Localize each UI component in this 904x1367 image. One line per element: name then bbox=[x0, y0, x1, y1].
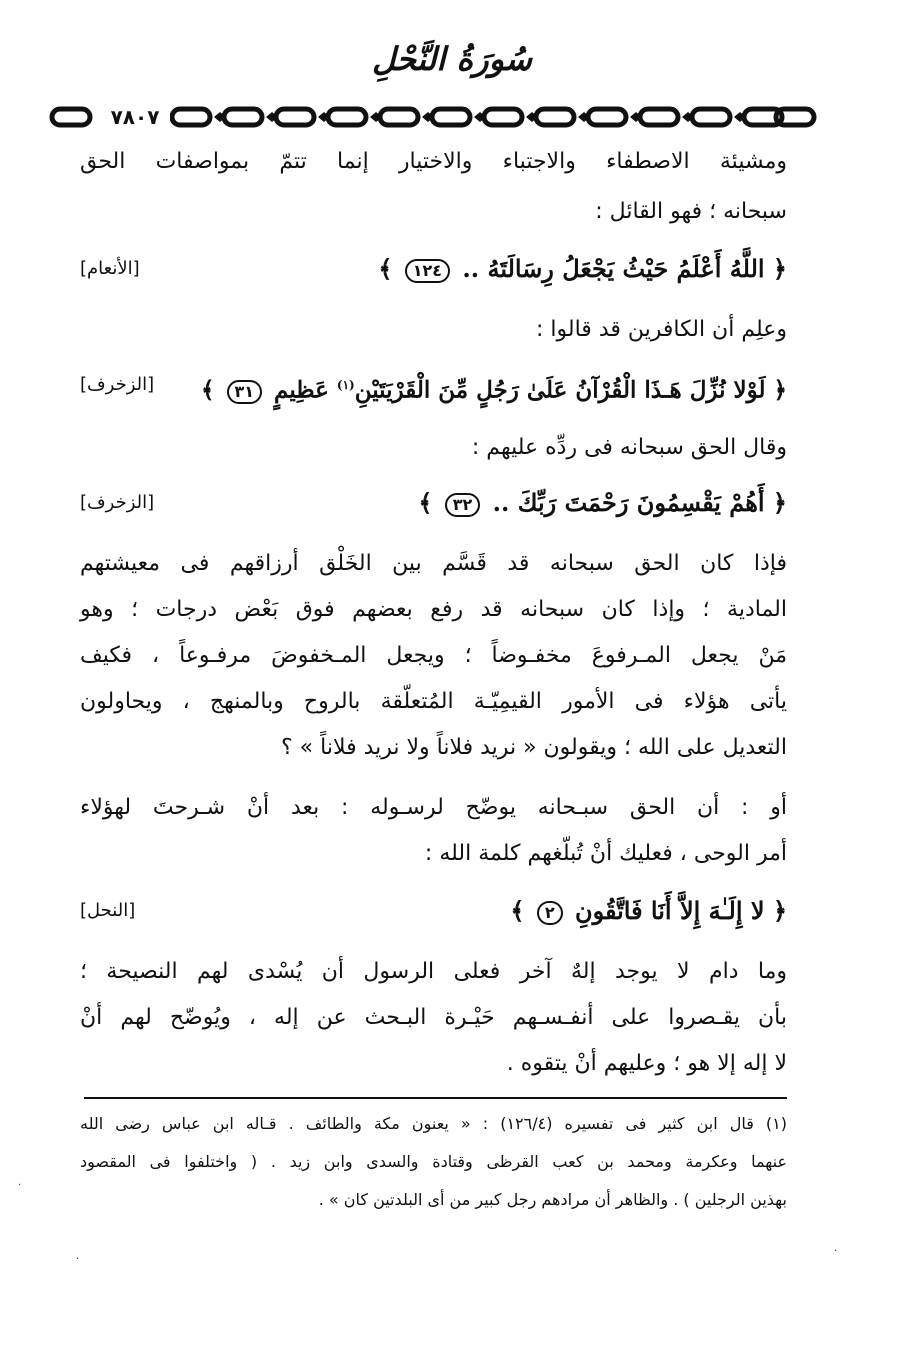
verse-bracket: ﴾ bbox=[510, 896, 533, 925]
text-line: وعلِم أن الكافرين قد قالوا : bbox=[536, 317, 787, 342]
verse-text: عَظِيمٍ bbox=[266, 376, 337, 404]
footnote-line: بهذين الرجلين ) . والظاهر أن مرادهم رجل كبير من أى البلدتين كان » . bbox=[318, 1190, 787, 1209]
text-line: ومشيئة الاصطفاء والاجتباء والاختيار إنما تتمّ بمواصفات الحق bbox=[80, 149, 787, 174]
verse-bracket: ﴾ bbox=[418, 488, 441, 517]
footnote-marker: (١) bbox=[336, 378, 355, 392]
text-line: وما دام لا يوجد إلهٌ آخر فعلى الرسول أن يُسْدى لهم النصيحة ؛ bbox=[80, 959, 787, 984]
surah-reference: [الزخرف] bbox=[80, 374, 155, 395]
surah-reference: [الأنعام] bbox=[80, 258, 140, 279]
scan-speck: · bbox=[834, 1246, 838, 1257]
footnote-divider bbox=[84, 1097, 787, 1099]
surah-reference: [الزخرف] bbox=[80, 492, 155, 513]
page-number: ٧٨٠٧ bbox=[100, 100, 170, 134]
scan-speck: · bbox=[18, 1180, 22, 1191]
verse-text: ﴿ اللَّهُ أَعْلَمُ حَيْثُ يَجْعَلُ رِسَالَتَهُ .. bbox=[454, 254, 787, 283]
verse-text: ﴿ لا إِلَـٰهَ إِلاَّ أَنَا فَاتَّقُونِ bbox=[566, 896, 787, 925]
text-line: المادية ؛ وإذا كان سبحانه قد رفع بعضهم فوق بَعْض درجات ؛ وهو bbox=[80, 597, 787, 622]
surah-reference: [النحل] bbox=[80, 900, 136, 921]
text-line: وقال الحق سبحانه فى ردِّه عليهم : bbox=[471, 435, 787, 460]
surah-title: سُورَةُ النَّحْلِ bbox=[372, 40, 532, 78]
text-line: لا إله إلا هو ؛ وعليهم أنْ يتقوه . bbox=[506, 1051, 787, 1076]
text-line: التعديل على الله ؛ ويقولون « نريد فلاناً ولا نريد فلاناً » ؟ bbox=[281, 735, 787, 760]
verse-bracket: ﴾ bbox=[378, 254, 401, 283]
scan-speck: · bbox=[76, 1254, 80, 1265]
text-line: فإذا كان الحق سبحانه قد قَسَّم بين الخَلْق أرزاقهم فى معيشتهم bbox=[80, 551, 787, 576]
quran-verse bbox=[201, 364, 787, 412]
ayah-number: ٣٢ bbox=[445, 493, 481, 517]
quran-verse bbox=[510, 890, 787, 932]
verse-text: ﴿ لَوْلا نُزِّلَ هَـذَا الْقُرْآنُ عَلَىٰ رَجُلٍ مِّنَ الْقَرْيَتَيْنِ bbox=[354, 376, 787, 404]
verse-text: ﴿ أَهُمْ يَقْسِمُونَ رَحْمَتَ رَبِّكَ .. bbox=[484, 488, 787, 517]
ayah-number: ٢ bbox=[537, 901, 563, 925]
footnote-line: عنهما وعكرمة ومحمد بن كعب القرظى وقتادة والسدى وابن زيد . ( واختلفوا فى المقصود bbox=[80, 1152, 787, 1171]
text-line: أو : أن الحق سبـحانه يوضّح لرسـوله : بعد أنْ شـرحتَ لهؤلاء bbox=[80, 795, 787, 820]
text-line: أمر الوحى ، فعليك أنْ تُبلّغهم كلمة الله : bbox=[424, 841, 787, 866]
quran-verse bbox=[378, 248, 787, 290]
text-line: يأتى هؤلاء فى الأمور القيمِيّـة المُتعلّقة بالروح وبالمنهج ، ويحاولون bbox=[80, 689, 787, 714]
footnote-line: (١) قال ابن كثير فى تفسيره (١٢٦/٤) : « يعنون مكة والطائف . قـاله ابن عباس رضى الله bbox=[80, 1114, 787, 1133]
ayah-number: ٣١ bbox=[227, 380, 263, 404]
ayah-number: ١٢٤ bbox=[405, 259, 450, 283]
text-line: مَنْ يجعل المـرفوعَ مخفـوضاً ؛ ويجعل المـخفوضَ مرفـوعاً ، فكيف bbox=[80, 643, 787, 668]
text-line: سبحانه ؛ فهو القائل : bbox=[595, 199, 787, 224]
text-line: بأن يقـصروا على أنفـسـهم حَيْـرة البـحث عن إله ، ويُوضّح لهم أنْ bbox=[80, 1005, 787, 1030]
quran-verse bbox=[418, 482, 787, 524]
verse-bracket: ﴾ bbox=[201, 376, 223, 404]
